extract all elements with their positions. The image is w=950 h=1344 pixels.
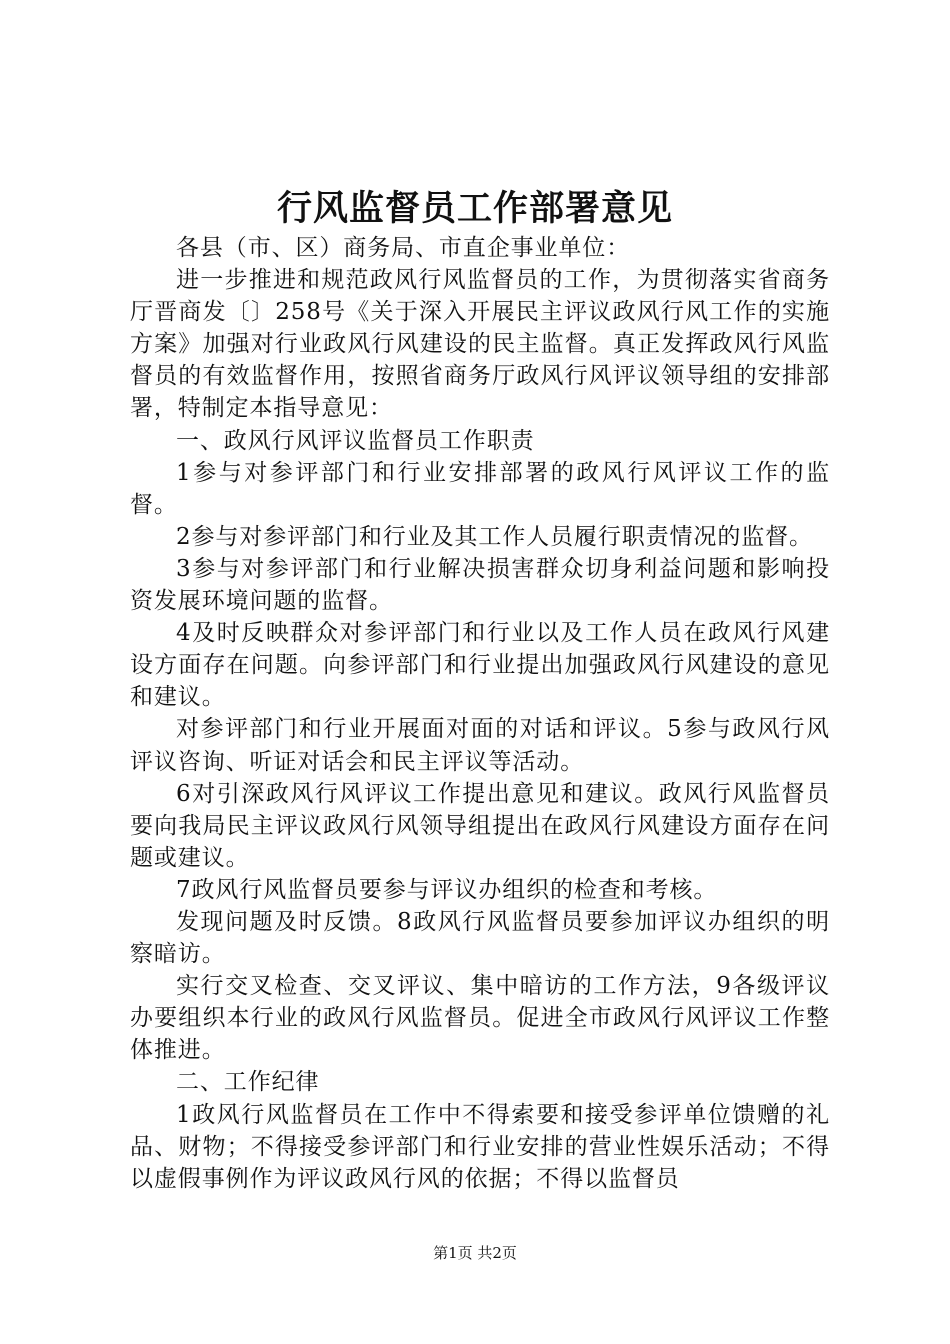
duty-item-7: 7政风行风监督员要参与评议办组织的检查和考核。 [176, 876, 718, 903]
salutation: 各县（市、区）商务局、市直企事业单位： [176, 235, 631, 261]
duty-item-8: 发现问题及时反馈。8政风行风监督员要参加评议办组织的明察暗访。 [130, 908, 830, 968]
duty-item-4: 4及时反映群众对参评部门和行业以及工作人员在政风行风建设方面存在问题。向参评部门和行业提出加强政风行风建设的意见和建议。 [130, 620, 830, 711]
discipline-item-1: 1政风行风监督员在工作中不得索要和接受参评单位馈赠的礼品、财物；不得接受参评部门和行业安排的营业性娱乐活动；不得以虚假事例作为评议政风行风的依据；不得以监督员 [130, 1101, 830, 1192]
duty-item-9: 实行交叉检查、交叉评议、集中暗访的工作方法，9各级评议办要组织本行业的政风行风监督员。促进全市政风行风评议工作整体推进。 [130, 973, 830, 1064]
duty-item-3: 3参与对参评部门和行业解决损害群众切身利益问题和影响投资发展环境问题的监督。 [130, 555, 830, 615]
duty-item-1: 1参与对参评部门和行业安排部署的政风行风评议工作的监督。 [130, 459, 830, 518]
intro-paragraph: 进一步推进和规范政风行风监督员的工作，为贯彻落实省商务厅晋商发〔〕258号《关于深入开展民主评议政风行风工作的实施方案》加强对行业政风行风建设的民主监督。真正发挥政风行风监督员的有效监督作用，按照省商务厅政风行风评议领导组的安排部署，特制定本指导意见： [130, 267, 830, 422]
duty-item-5: 对参评部门和行业开展面对面的对话和评议。5参与政风行风评议咨询、听证对话会和民主评议等活动。 [130, 716, 830, 775]
section-heading-duties: 一、政风行风评议监督员工作职责 [176, 427, 535, 454]
document-body [130, 232, 830, 1195]
duty-item-2: 2参与对参评部门和行业及其工作人员履行职责情况的监督。 [176, 523, 813, 550]
document-title: 行风监督员工作部署意见 [276, 188, 673, 229]
page-footer: 第1页 共2页 [433, 1244, 517, 1262]
duty-item-6: 6对引深政风行风评议工作提出意见和建议。政风行风监督员要向我局民主评议政风行风领导组提出在政风行风建设方面存在问题或建议。 [130, 780, 830, 871]
section-heading-discipline: 二、工作纪律 [176, 1069, 320, 1096]
